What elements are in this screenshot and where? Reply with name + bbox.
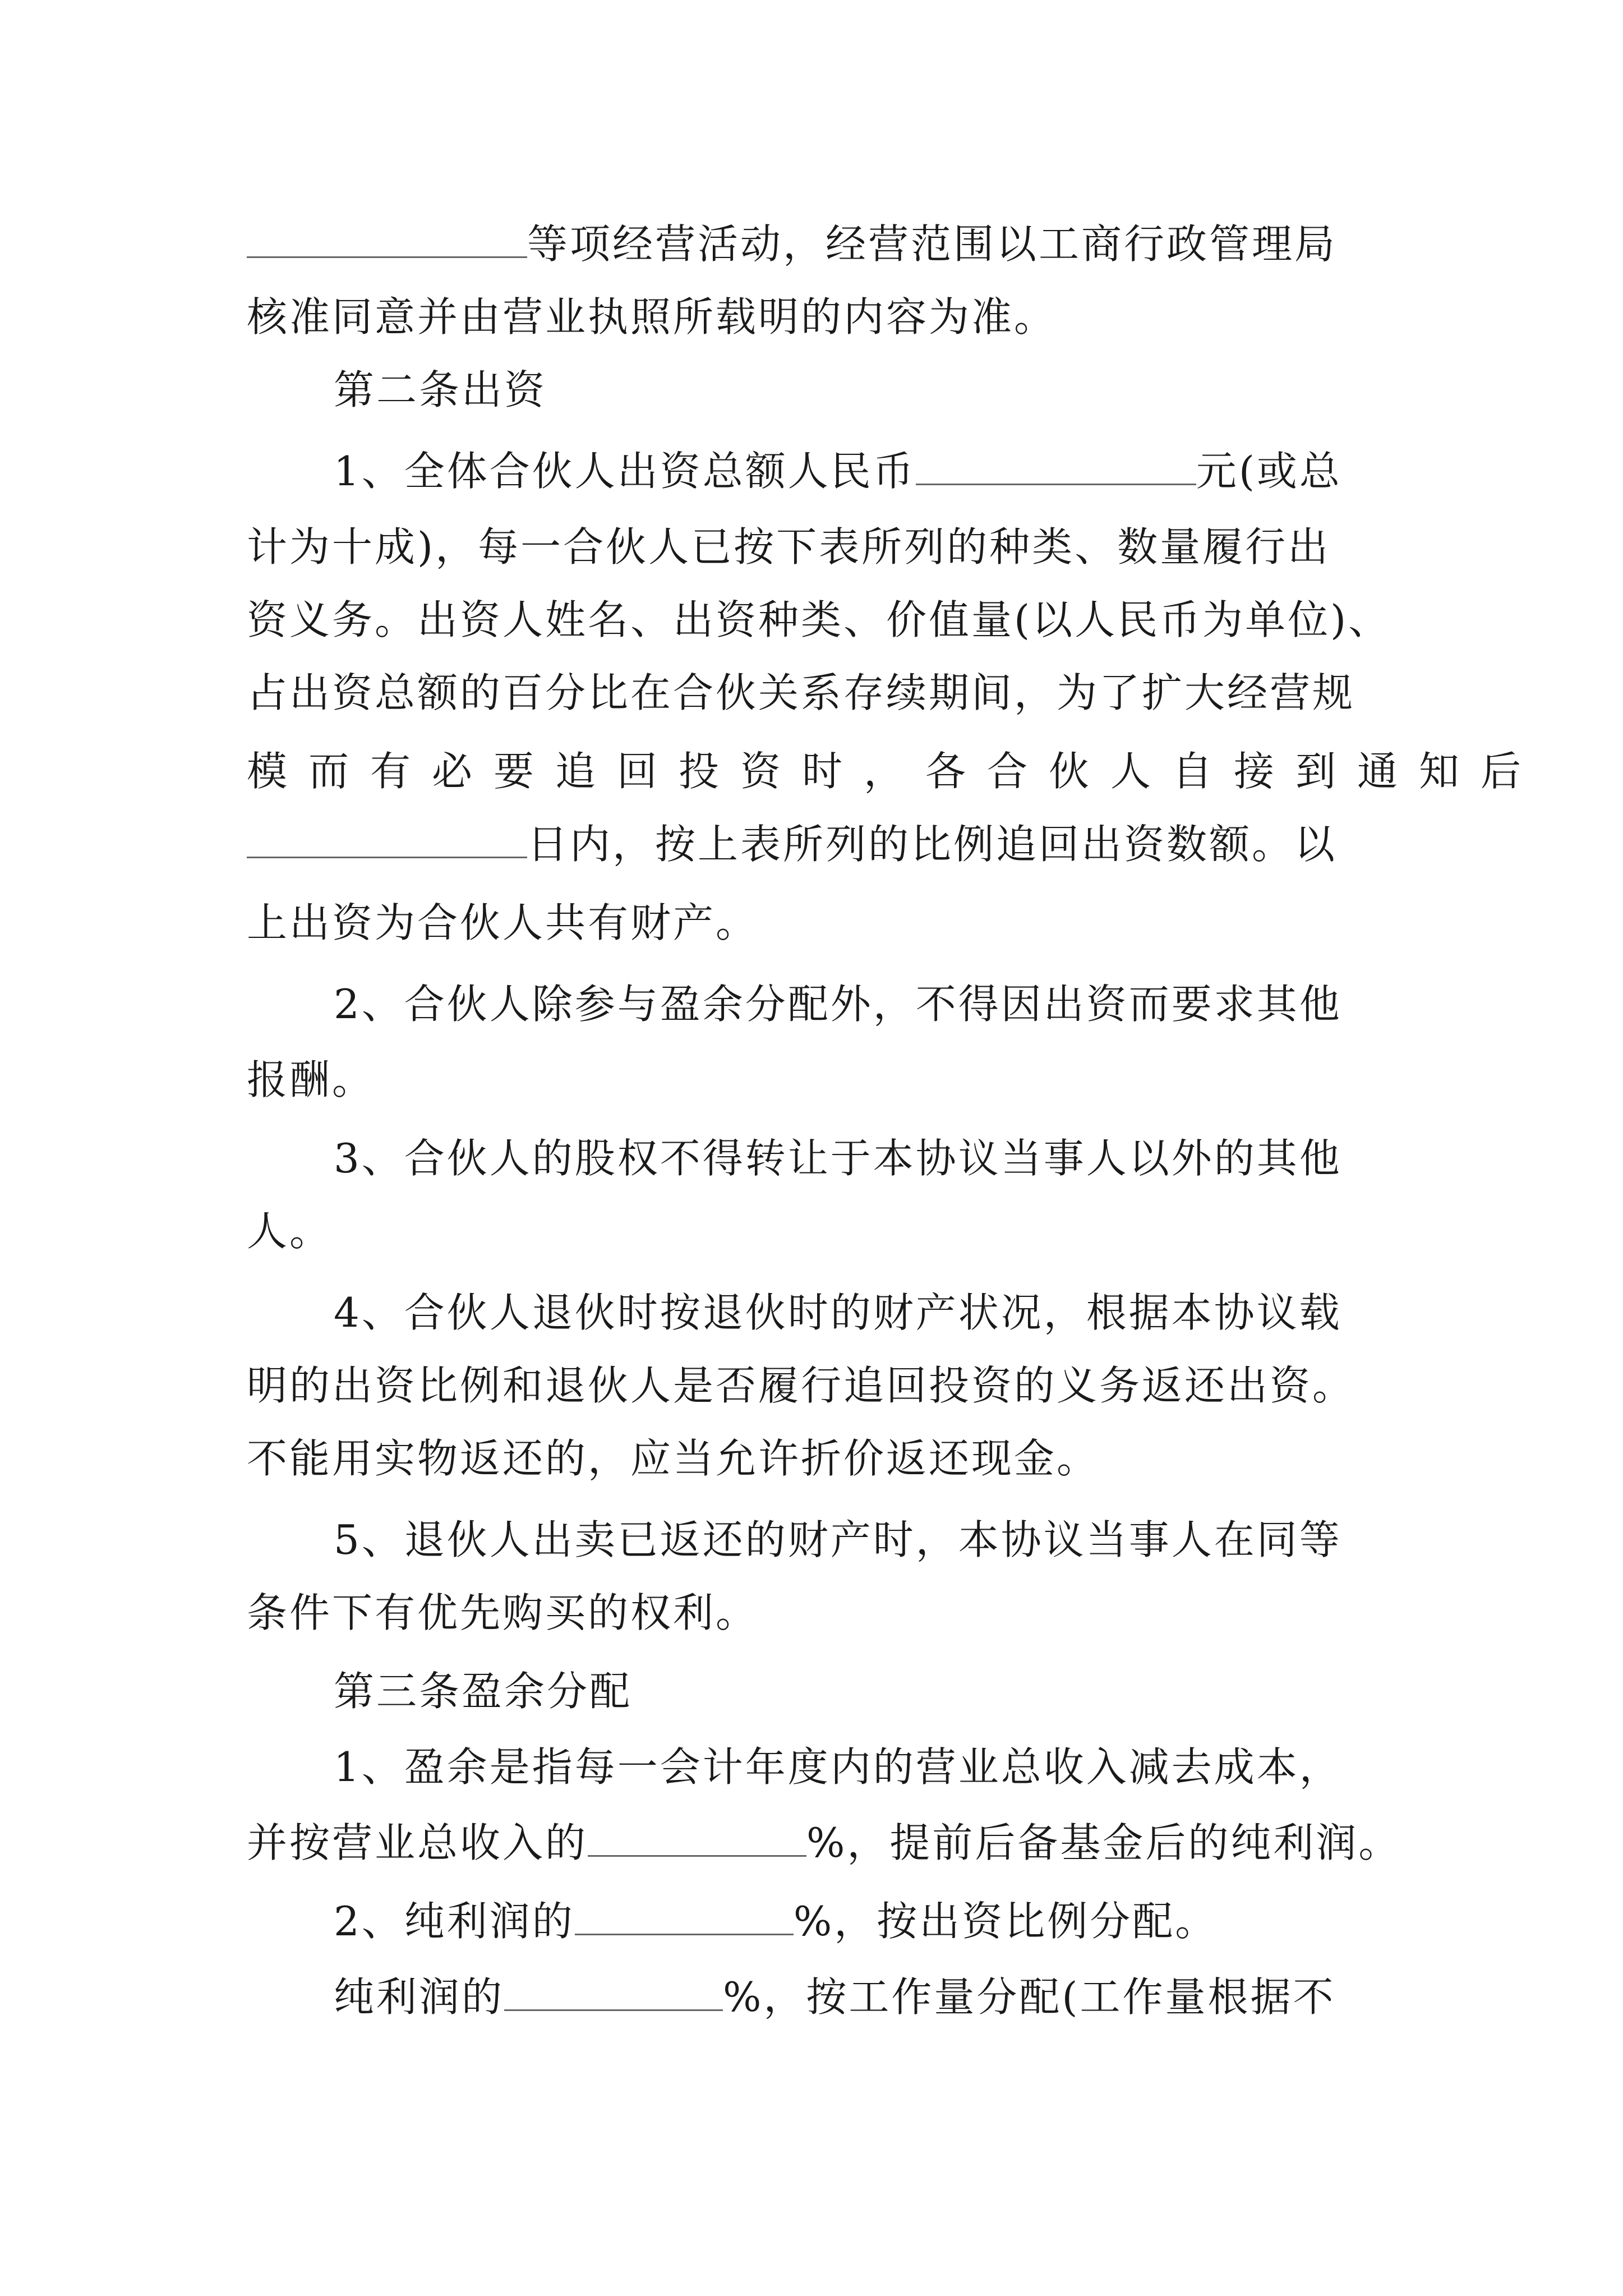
fill-blank[interactable] xyxy=(247,222,527,258)
fill-blank-percent[interactable] xyxy=(575,1899,794,1935)
text-line-2: 核准同意并由营业执照所载明的内容为准。 xyxy=(247,293,1057,341)
text-line-9: 日内，按上表所列的比例追回出资数额。以 xyxy=(247,816,1337,872)
text-line-22: 并按营业总收入的 %，提前后备基金后的纯利润。 xyxy=(247,1819,1401,1866)
text-line-12: 报酬。 xyxy=(247,1056,375,1103)
clause-5: 5、退伙人出卖已返还的财产时，本协议当事人在同等 xyxy=(334,1516,1342,1563)
text-line-14: 人。 xyxy=(247,1208,333,1255)
text-line-5: 计为十成)，每一合伙人已按下表所列的种类、数量履行出 xyxy=(247,523,1331,570)
text-line-19: 条件下有优先购买的权利。 xyxy=(247,1589,759,1636)
text-line-6: 资义务。出资人姓名、出资种类、价值量(以人民币为单位)、 xyxy=(247,596,1391,643)
text-line-8: 模而有必要追回投资时，各合伙人自接到通知后 xyxy=(247,748,1543,795)
text-line-4: 1、全体合伙人出资总额人民币 元(或总 xyxy=(334,448,1342,495)
clause-3: 3、合伙人的股权不得转让于本协议当事人以外的其他 xyxy=(334,1135,1342,1182)
text-line-10: 上出资为合伙人共有财产。 xyxy=(247,899,759,946)
profit-clause-2: 2、纯利润的 %，按出资比例分配。 xyxy=(334,1898,1218,1945)
clause-2: 2、合伙人除参与盈余分配外，不得因出资而要求其他 xyxy=(334,981,1342,1028)
clause-4: 4、合伙人退伙时按退伙时的财产状况，根据本协议载 xyxy=(334,1289,1342,1336)
fill-blank-percent[interactable] xyxy=(504,1975,723,2011)
profit-clause-1: 1、盈余是指每一会计年度内的营业总收入减去成本， xyxy=(334,1743,1342,1791)
fill-blank-days[interactable] xyxy=(247,822,527,858)
text-line-17: 不能用实物返还的，应当允许折价返还现金。 xyxy=(247,1435,1100,1482)
fill-blank-percent[interactable] xyxy=(588,1820,806,1857)
section-heading-capital: 第二条出资 xyxy=(334,366,547,413)
text-line-24: 纯利润的 %，按工作量分配(工作量根据不 xyxy=(334,1973,1336,2021)
fill-blank-amount[interactable] xyxy=(916,449,1196,485)
section-heading-profit: 第三条盈余分配 xyxy=(334,1668,633,1715)
text-line-7: 占出资总额的百分比在合伙关系存续期间，为了扩大经营规 xyxy=(247,669,1355,716)
text-line-16: 明的出资比例和退伙人是否履行追回投资的义务返还出资。 xyxy=(247,1362,1355,1409)
text-line-1: 等项经营活动，经营范围以工商行政管理局 xyxy=(247,216,1337,272)
